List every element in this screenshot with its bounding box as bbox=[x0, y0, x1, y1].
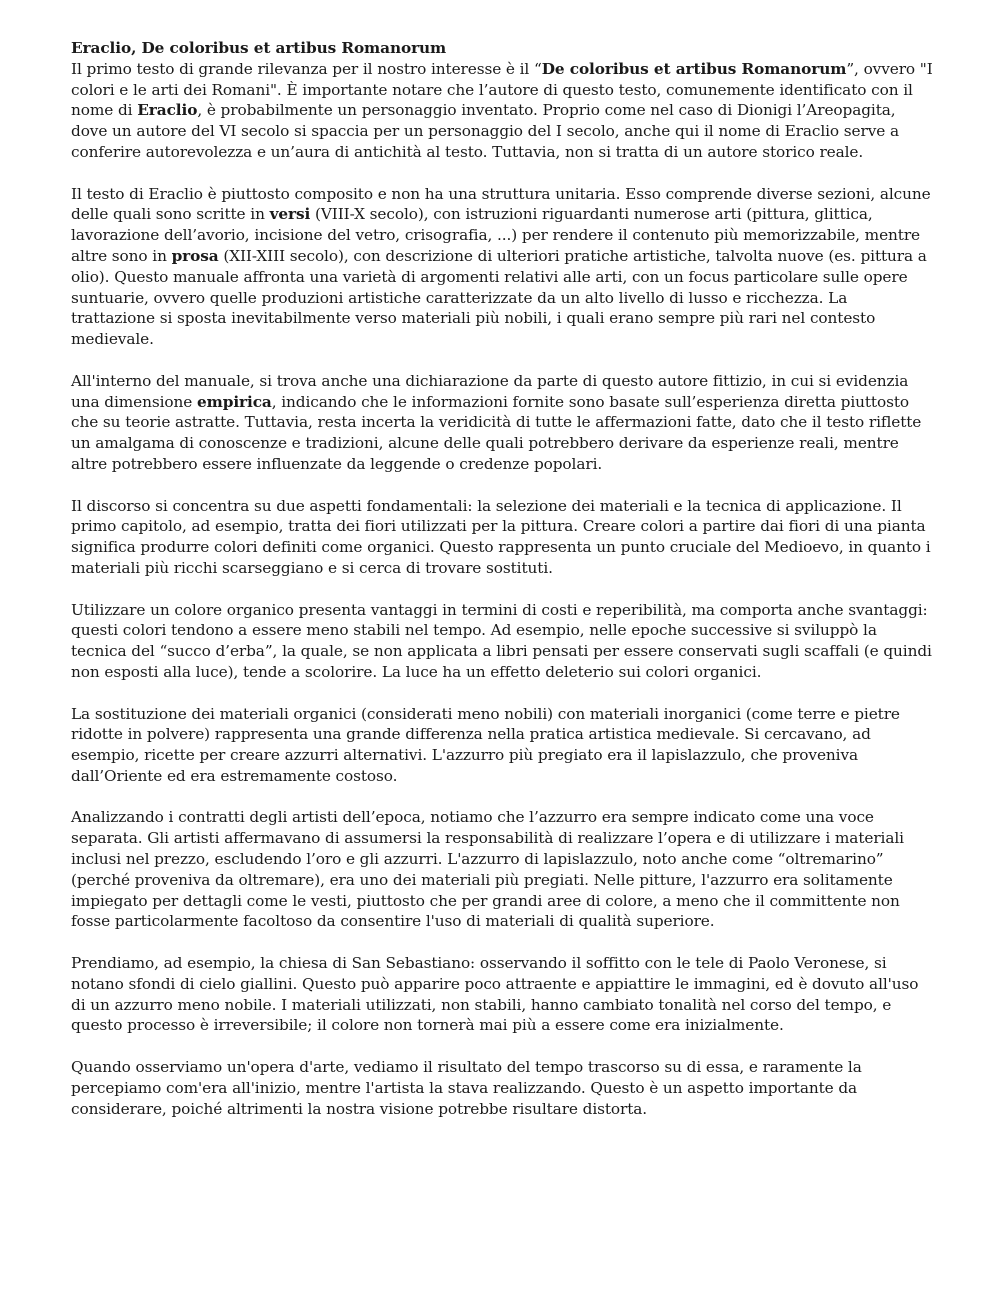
paragraph-3-text-c: , indicando che le informazioni fornite sono basate sull’esperienza diretta piuttosto che su teorie astratte. Tuttavia, resta incerta la veridicità di tutte le affermazioni fatte, dato che il testo riflette un amalgama di conoscenze e tradizioni, alcune delle quali potrebbero derivare da esperienze reali, mentre altre potrebbero essere influenzate da leggende o credenze popolari. bbox=[71, 392, 922, 473]
document-title: Eraclio, De coloribus et artibus Romanorum bbox=[71, 39, 447, 57]
paragraph-1-bold-eraclio: Eraclio bbox=[137, 101, 198, 120]
paragraph-2 bbox=[71, 184, 933, 350]
paragraph-3-bold-empirica: empirica bbox=[197, 392, 272, 411]
paragraph-2-text-c: (VIII-X secolo), con istruzioni riguardanti numerose arti (pittura, glittica, lavorazione dell’avorio, incisione del vetro, crisografia, ...) per rendere il contenuto più memorizzabile, mentre altre sono in bbox=[71, 205, 921, 265]
paragraph-1-bold-title: De coloribus et artibus Romanorum bbox=[541, 59, 847, 78]
paragraph-2-bold-prosa: prosa bbox=[171, 246, 219, 265]
paragraph-1-text-e: , è probabilmente un personaggio inventato. Proprio come nel caso di Dionigi l’Areopagita, dove un autore del VI secolo si spaccia per un personaggio del I secolo, anche qui il nome di Eraclio serve a conferire autorevolezza e un’aura di antichità al testo. Tuttavia, non si tratta di un autore storico reale. bbox=[71, 101, 899, 161]
paragraph-2-text-e: (XII-XIII secolo), con descrizione di ulteriori pratiche artistiche, talvolta nuove (es. pittura a olio). Questo manuale affronta una varietà di argomenti relativi alle arti, con un focus particolare sulle opere suntuarie, ovvero quelle produzioni artistiche caratterizzate da un alto livello di lusso e ricchezza. La trattazione si sposta inevitabilmente verso materiali più nobili, i quali erano sempre più rari nel contesto medievale. bbox=[71, 246, 927, 349]
paragraph-1 bbox=[71, 59, 933, 163]
paragraph-9: Quando osserviamo un'opera d'arte, vediamo il risultato del tempo trascorso su di essa, e raramente la percepiamo com'era all'inizio, mentre l'artista la stava realizzando. Questo è un aspetto importante da considerare, poiché altrimenti la nostra visione potrebbe risultare distorta. bbox=[71, 1058, 862, 1118]
paragraph-3 bbox=[71, 371, 933, 475]
paragraph-8: Prendiamo, ad esempio, la chiesa di San Sebastiano: osservando il soffitto con le tele di Paolo Veronese, si notano sfondi di cielo giallini. Questo può apparire poco attraente e appiattire le immagini, ed è dovuto all'uso di un azzurro meno nobile. I materiali utilizzati, non stabili, hanno cambiato tonalità nel corso del tempo, e questo processo è irreversibile; il colore non tornerà mai più a essere come era inizialmente. bbox=[71, 954, 919, 1035]
paragraph-2-text-a: Il testo di Eraclio è piuttosto composito e non ha una struttura unitaria. Esso comprende diverse sezioni, alcune delle quali sono scritte in bbox=[71, 184, 931, 224]
paragraph-6: La sostituzione dei materiali organici (considerati meno nobili) con materiali inorganici (come terre e pietre ridotte in polvere) rappresenta una grande differenza nella pratica artistica medievale. Si cercavano, ad esempio, ricette per creare azzurri alternativi. L'azzurro più pregiato era il lapislazzulo, che proveniva dall’Oriente ed era estremamente costoso. bbox=[71, 704, 900, 785]
paragraph-2-bold-versi: versi bbox=[269, 205, 311, 224]
paragraph-5: Utilizzare un colore organico presenta vantaggi in termini di costi e reperibilità, ma comporta anche svantaggi: questi colori tendono a essere meno stabili nel tempo. Ad esempio, nelle epoche successive si sviluppò la tecnica del “succo d’erba”, la quale, se non applicata a libri pensati per essere conservati sugli scaffali (e quindi non esposti alla luce), tende a scolorire. La luce ha un effetto deleterio sui colori organici. bbox=[71, 600, 932, 681]
paragraph-3-text-a: All'interno del manuale, si trova anche una dichiarazione da parte di questo autore fittizio, in cui si evidenzia una dimensione bbox=[71, 371, 909, 411]
paragraph-1-text-c: ”, ovvero "I colori e le arti dei Romani". È importante notare che l’autore di questo testo, comunemente identificato con il nome di bbox=[71, 59, 933, 120]
document-body bbox=[71, 38, 933, 1140]
paragraph-4: Il discorso si concentra su due aspetti fondamentali: la selezione dei materiali e la tecnica di applicazione. Il primo capitolo, ad esempio, tratta dei fiori utilizzati per la pittura. Creare colori a partire dai fiori di una pianta significa produrre colori definiti come organici. Questo rappresenta un punto cruciale del Medioevo, in quanto i materiali più ricchi scarseggiano e si cerca di trovare sostituti. bbox=[71, 496, 931, 577]
paragraph-7: Analizzando i contratti degli artisti dell’epoca, notiamo che l’azzurro era sempre indicato come una voce separata. Gli artisti affermavano di assumersi la responsabilità di realizzare l’opera e di utilizzare i materiali inclusi nel prezzo, escludendo l’oro e gli azzurri. L'azzurro di lapislazzulo, noto anche come “oltremarino” (perché proveniva da oltremare), era uno dei materiali più pregiati. Nelle pitture, l'azzurro era solitamente impiegato per dettagli come le vesti, piuttosto che per grandi aree di colore, a meno che il committente non fosse particolarmente facoltoso da consentire l'uso di materiali di qualità superiore. bbox=[71, 808, 904, 931]
paragraph-1-text-a: Il primo testo di grande rilevanza per il nostro interesse è il “ bbox=[71, 59, 542, 78]
